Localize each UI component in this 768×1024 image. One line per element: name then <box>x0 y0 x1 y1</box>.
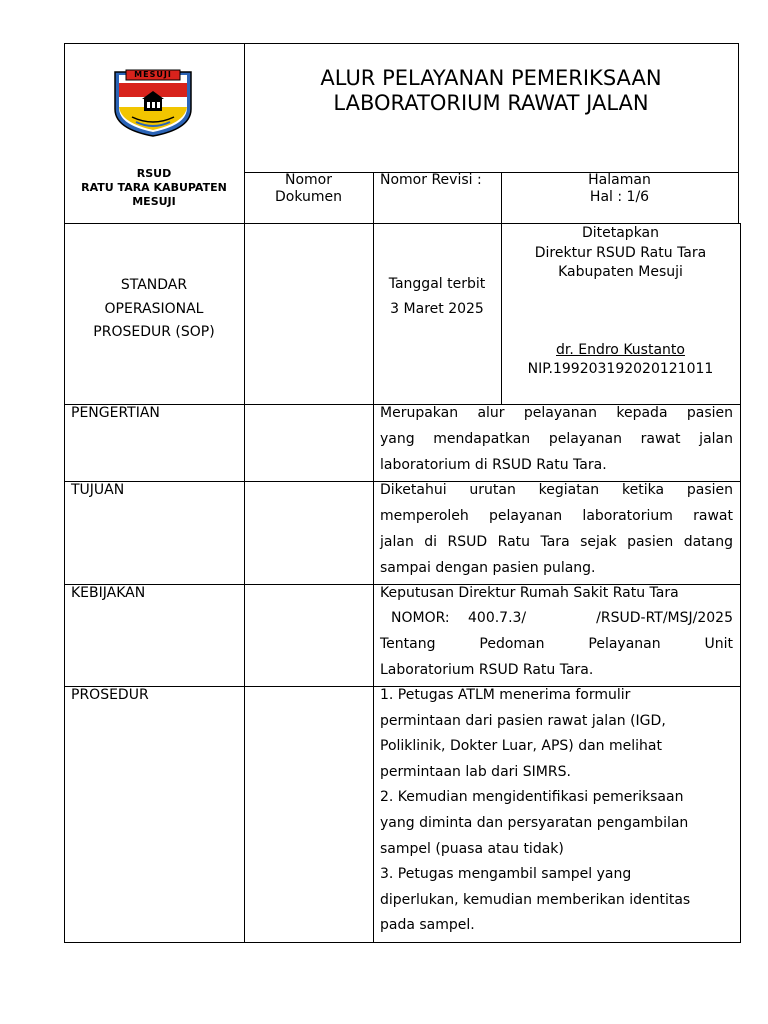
approved-line1: Ditetapkan <box>581 225 660 241</box>
signer-name: dr. Endro Kustanto <box>556 342 685 358</box>
approved-line2: Direktur RSUD Ratu Tara <box>534 244 707 261</box>
prosedur-line: sampel (puasa atau tidak) <box>380 840 564 857</box>
prosedur-line: Poliklinik, Dokter Luar, APS) dan melihat <box>380 738 662 755</box>
pengertian-label: PENGERTIAN <box>71 405 160 421</box>
table-border-right-top <box>738 43 739 224</box>
prosedur-line: pada sampel. <box>380 917 475 934</box>
hospital-logo <box>112 69 194 137</box>
sop-label: STANDAR OPERASIONAL PROSEDUR (SOP) <box>93 277 215 340</box>
page-value: Hal : 1/6 <box>589 189 650 205</box>
title-line1: ALUR PELAYANAN PEMERIKSAAN <box>320 66 662 90</box>
pengertian-text: Merupakan alur pelayanan kepada pasien yang mendapatkan pelayanan rawat jalan laboratorium di RSUD Ratu Tara. <box>380 405 733 473</box>
hospital-name <box>64 167 244 209</box>
revision-label: Nomor Revisi : <box>380 172 482 188</box>
prosedur-line: yang diminta dan persyaratan pengambilan <box>380 814 689 831</box>
document-title <box>244 66 738 116</box>
doc-number-label: Nomor Dokumen <box>274 172 343 205</box>
issue-date-block <box>373 272 501 322</box>
kebijakan-text: Keputusan Direktur Rumah Sakit Ratu Tara NOMOR: 400.7.3/ /RSUD-RT/MSJ/2025 Tentang Pedoman Pelayanan Unit Laboratorium RSUD Ratu Tara. <box>380 585 733 678</box>
tujuan-text: Diketahui urutan kegiatan ketika pasien memperoleh pelayanan laboratorium rawat jalan di RSUD Ratu Tara sejak pasien datang sampai dengan pasien pulang. <box>380 482 733 576</box>
prosedur-line: diperlukan, kemudian memberikan identitas <box>380 891 691 908</box>
approval-block <box>501 224 740 283</box>
tujuan-label: TUJUAN <box>71 482 125 498</box>
table-border-top <box>64 43 739 44</box>
issue-date: 3 Maret 2025 <box>390 301 484 317</box>
prosedur-line: 1. Petugas ATLM menerima formulir <box>380 687 631 703</box>
page-info <box>501 172 738 206</box>
hospital-name-line2: RATU TARA KABUPATEN <box>81 181 227 194</box>
kebijakan-label: KEBIJAKAN <box>71 585 146 601</box>
prosedur-line: 2. Kemudian mengidentifikasi pemeriksaan <box>380 789 684 806</box>
approved-line3: Kabupaten Mesuji <box>558 264 683 280</box>
hospital-name-line1: RSUD <box>136 167 172 180</box>
signer-nip: NIP.199203192020121011 <box>527 361 714 377</box>
title-line2: LABORATORIUM RAWAT JALAN <box>333 91 649 115</box>
prosedur-line: permintaan lab dari SIMRS. <box>380 763 571 780</box>
prosedur-line: 3. Petugas mengambil sampel yang <box>380 866 632 883</box>
issue-label: Tanggal terbit <box>388 276 486 292</box>
page-label: Halaman <box>588 172 651 188</box>
prosedur-text <box>380 687 735 943</box>
prosedur-label: PROSEDUR <box>71 687 149 703</box>
logo-text: MESUJI <box>134 70 172 79</box>
prosedur-line: permintaan dari pasien rawat jalan (IGD, <box>380 712 666 729</box>
kebijakan-number-line: NOMOR: 400.7.3/ /RSUD-RT/MSJ/2025 <box>391 610 733 626</box>
hospital-name-line3: MESUJI <box>132 195 176 208</box>
